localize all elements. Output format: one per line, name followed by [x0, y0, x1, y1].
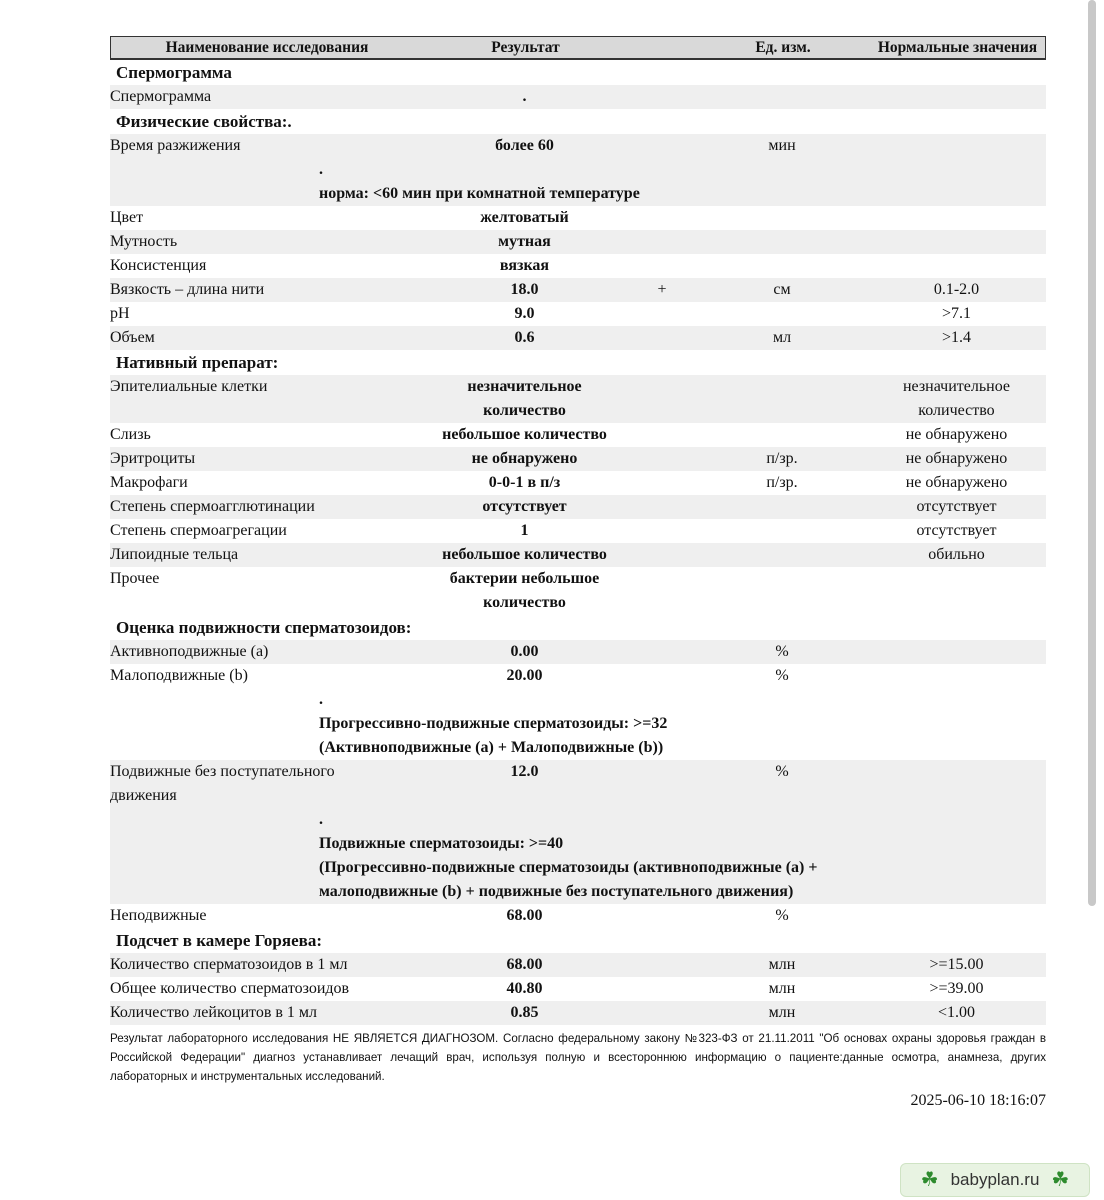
test-norm — [867, 977, 1046, 1001]
test-result — [422, 904, 627, 928]
test-result — [422, 375, 627, 423]
test-name — [110, 85, 422, 109]
test-unit: % — [775, 907, 789, 924]
result-flag — [627, 423, 697, 447]
test-result — [422, 326, 627, 350]
note-dot: . — [319, 811, 323, 828]
result-line: 12.0 — [510, 763, 539, 780]
disclaimer: Результат лабораторного исследования НЕ ЯВЛЯЕТСЯ ДИАГНОЗОМ. Согласно федеральному закону №323-ФЗ от 21.11.2011 "Об основах охраны здоровья граждан в Российской Федерации" диагноз устанавливает лечащий врач, используя полную и всестороннюю информацию о пациенте:данные осмотра, анамнеза, других лабораторных и инструментальных исследований. — [110, 1032, 1046, 1083]
test-result — [422, 760, 627, 808]
result-line: вязкая — [499, 257, 550, 274]
result-line: 20.00 — [506, 667, 543, 684]
test-name-line: Цвет — [110, 209, 144, 226]
result-line: не обнаружено — [471, 450, 578, 467]
lab-report — [110, 36, 1046, 1110]
result-line: незначительное — [467, 378, 582, 395]
test-result — [422, 230, 627, 254]
test-name — [110, 543, 422, 567]
scrollbar[interactable] — [1088, 0, 1096, 906]
test-unit: млн — [768, 980, 796, 997]
test-norm — [867, 1001, 1046, 1025]
norm-line: >=39.00 — [929, 980, 984, 997]
table-row — [110, 302, 1046, 326]
test-name-line: Консистенция — [110, 257, 207, 274]
test-norm — [867, 423, 1046, 447]
test-unit — [697, 206, 867, 230]
test-norm — [867, 567, 1046, 615]
result-line: 0-0-1 в п/з — [488, 474, 561, 491]
test-name — [110, 904, 422, 928]
test-result — [422, 567, 627, 615]
test-name-line: Мутность — [110, 233, 178, 250]
table-body — [110, 60, 1046, 1025]
norm-line: 0.1-2.0 — [933, 281, 980, 298]
test-name — [110, 447, 422, 471]
test-norm — [867, 471, 1046, 495]
test-unit: млн — [768, 1004, 796, 1021]
result-line: 40.80 — [506, 980, 543, 997]
result-flag — [627, 640, 697, 664]
norm-note — [110, 808, 1046, 904]
watermark-text: babyplan.ru — [950, 1170, 1040, 1189]
clover-icon: ☘ — [1051, 1169, 1070, 1191]
table-row — [110, 1001, 1046, 1025]
table-row — [110, 977, 1046, 1001]
table-row — [110, 134, 1046, 158]
test-norm — [867, 206, 1046, 230]
test-unit: мл — [772, 329, 792, 346]
test-norm — [867, 254, 1046, 278]
test-result — [422, 953, 627, 977]
test-result — [422, 664, 627, 688]
result-line: 0.6 — [514, 329, 535, 346]
result-line: . — [522, 88, 527, 105]
note-line: Прогрессивно-подвижные сперматозоиды: >=32 — [319, 715, 668, 732]
test-name — [110, 495, 422, 519]
clover-icon: ☘ — [920, 1169, 939, 1191]
test-name-line: Количество сперматозоидов в 1 мл — [110, 956, 348, 973]
norm-note — [110, 688, 1046, 760]
result-line: бактерии небольшое — [449, 570, 600, 587]
result-flag — [627, 495, 697, 519]
test-norm — [867, 495, 1046, 519]
norm-line: >7.1 — [941, 305, 972, 322]
norm-line: не обнаружено — [905, 474, 1008, 491]
table-row — [110, 230, 1046, 254]
test-norm — [867, 230, 1046, 254]
table-row — [110, 254, 1046, 278]
test-name-line: Слизь — [110, 426, 151, 443]
result-flag — [627, 447, 697, 471]
test-unit: % — [775, 643, 789, 660]
test-result — [422, 519, 627, 543]
norm-line: количество — [918, 402, 995, 419]
test-norm — [867, 85, 1046, 109]
test-unit — [697, 543, 867, 567]
test-norm — [867, 326, 1046, 350]
test-name-line: Малоподвижные (b) — [110, 667, 248, 684]
norm-line: обильно — [928, 546, 985, 563]
test-result — [422, 1001, 627, 1025]
test-norm — [867, 302, 1046, 326]
test-name-line: Прочее — [110, 570, 160, 587]
test-name — [110, 567, 422, 615]
table-row — [110, 495, 1046, 519]
result-line: 1 — [520, 522, 529, 539]
test-unit — [697, 495, 867, 519]
test-name-line: Подвижные без поступательного — [110, 763, 335, 780]
note-line: (Активноподвижные (a) + Малоподвижные (b)) — [319, 739, 664, 756]
table-row — [110, 326, 1046, 350]
test-result — [422, 543, 627, 567]
result-flag — [627, 375, 697, 423]
test-unit — [697, 254, 867, 278]
test-name — [110, 519, 422, 543]
test-unit — [697, 423, 867, 447]
result-line: 68.00 — [506, 907, 543, 924]
table-row — [110, 206, 1046, 230]
result-flag — [627, 567, 697, 615]
result-flag — [627, 206, 697, 230]
header-unit: Ед. изм. — [755, 38, 811, 56]
test-name-line: Вязкость – длина нити — [110, 281, 265, 298]
norm-line: отсутствует — [916, 522, 997, 539]
test-unit: см — [773, 281, 791, 298]
table-row — [110, 567, 1046, 615]
table-row — [110, 760, 1046, 808]
table-row — [110, 278, 1046, 302]
test-name — [110, 760, 422, 808]
test-unit — [697, 230, 867, 254]
test-name — [110, 230, 422, 254]
test-name-line: Спермограмма — [110, 88, 212, 105]
table-row — [110, 953, 1046, 977]
test-name-line: Активноподвижные (a) — [110, 643, 269, 660]
test-name — [110, 471, 422, 495]
table-row — [110, 423, 1046, 447]
note-line: малоподвижные (b) + подвижные без поступательного движения) — [319, 883, 794, 900]
result-flag: + — [657, 281, 667, 298]
result-flag — [627, 230, 697, 254]
test-result — [422, 278, 627, 302]
test-unit: мин — [768, 137, 796, 154]
test-norm — [867, 375, 1046, 423]
norm-line: отсутствует — [916, 498, 997, 515]
result-flag — [627, 326, 697, 350]
test-norm — [867, 278, 1046, 302]
test-name-line: Общее количество сперматозоидов — [110, 980, 350, 997]
test-name-line: Эритроциты — [110, 450, 196, 467]
table-header — [110, 36, 1046, 60]
result-line: 68.00 — [506, 956, 543, 973]
test-result — [422, 423, 627, 447]
result-line: 18.0 — [510, 281, 539, 298]
test-name-line: Степень спермоагглютинации — [110, 498, 315, 515]
test-name — [110, 953, 422, 977]
result-flag — [627, 254, 697, 278]
table-row — [110, 447, 1046, 471]
test-unit — [697, 85, 867, 109]
test-name — [110, 302, 422, 326]
result-flag — [627, 904, 697, 928]
section-title: Нативный препарат: — [116, 353, 279, 372]
test-result — [422, 495, 627, 519]
result-line: небольшое количество — [442, 426, 607, 443]
header-name: Наименование исследования — [165, 38, 369, 56]
test-result — [422, 206, 627, 230]
table-row — [110, 85, 1046, 109]
test-name — [110, 1001, 422, 1025]
note-line: норма: <60 мин при комнатной температуре — [319, 185, 640, 202]
test-result — [422, 134, 627, 158]
test-norm — [867, 519, 1046, 543]
norm-line: не обнаружено — [905, 450, 1008, 467]
test-norm — [867, 543, 1046, 567]
test-name — [110, 423, 422, 447]
result-flag — [627, 519, 697, 543]
test-result — [422, 254, 627, 278]
test-name-line: Объем — [110, 329, 155, 346]
table-row — [110, 471, 1046, 495]
test-name — [110, 254, 422, 278]
test-result — [422, 85, 627, 109]
test-name-line: Макрофаги — [110, 474, 188, 491]
test-norm — [867, 134, 1046, 158]
note-dot: . — [319, 161, 323, 178]
test-name-line: Неподвижные — [110, 907, 207, 924]
result-flag — [627, 134, 697, 158]
table-row — [110, 664, 1046, 688]
result-flag — [627, 302, 697, 326]
norm-line: незначительное — [902, 378, 1011, 395]
test-name-line: движения — [110, 787, 177, 804]
test-result — [422, 302, 627, 326]
norm-line: не обнаружено — [905, 426, 1008, 443]
result-line: 0.00 — [510, 643, 539, 660]
result-line: небольшое количество — [442, 546, 607, 563]
test-name — [110, 206, 422, 230]
test-name — [110, 134, 422, 158]
watermark-badge — [900, 1163, 1090, 1197]
test-unit — [697, 519, 867, 543]
table-row — [110, 519, 1046, 543]
result-line: 9.0 — [514, 305, 535, 322]
table-row — [110, 904, 1046, 928]
result-line: мутная — [498, 233, 551, 250]
timestamp: 2025-06-10 18:16:07 — [910, 1092, 1046, 1109]
test-unit — [697, 375, 867, 423]
norm-line: >=15.00 — [929, 956, 984, 973]
test-norm — [867, 953, 1046, 977]
test-unit: % — [775, 763, 789, 780]
test-name — [110, 278, 422, 302]
result-line: количество — [483, 402, 566, 419]
result-flag — [627, 977, 697, 1001]
result-flag — [627, 953, 697, 977]
table-row — [110, 375, 1046, 423]
section-title: Спермограмма — [116, 63, 232, 82]
test-name-line: pH — [110, 305, 130, 322]
test-name — [110, 326, 422, 350]
test-result — [422, 471, 627, 495]
test-name — [110, 977, 422, 1001]
result-flag — [627, 1001, 697, 1025]
note-line: (Прогрессивно-подвижные сперматозоиды (активноподвижные (a) + — [319, 859, 818, 876]
result-line: количество — [483, 594, 566, 611]
result-flag — [627, 471, 697, 495]
test-unit — [697, 302, 867, 326]
result-line: 0.85 — [510, 1004, 539, 1021]
test-result — [422, 640, 627, 664]
result-flag — [627, 543, 697, 567]
result-flag — [627, 85, 697, 109]
test-result — [422, 447, 627, 471]
test-name-line: Степень спермоагрегации — [110, 522, 287, 539]
section-title: Оценка подвижности сперматозоидов: — [116, 618, 412, 637]
note-dot: . — [319, 691, 323, 708]
header-norm: Нормальные значения — [877, 38, 1038, 56]
norm-note — [110, 158, 1046, 206]
section-title: Подсчет в камере Горяева: — [116, 931, 322, 950]
test-name — [110, 375, 422, 423]
result-line: желтоватый — [480, 209, 569, 226]
table-row — [110, 640, 1046, 664]
norm-line: <1.00 — [937, 1004, 976, 1021]
test-name — [110, 640, 422, 664]
norm-line: >1.4 — [941, 329, 972, 346]
test-name-line: Липоидные тельца — [110, 546, 239, 563]
test-result — [422, 977, 627, 1001]
result-flag — [627, 664, 697, 688]
test-norm — [867, 904, 1046, 928]
note-line: Подвижные сперматозоиды: >=40 — [319, 835, 564, 852]
test-norm — [867, 447, 1046, 471]
test-name — [110, 664, 422, 688]
result-line: отсутствует — [482, 498, 567, 515]
test-name-line: Время разжижения — [110, 137, 241, 154]
test-unit — [697, 567, 867, 615]
test-unit: п/зр. — [766, 450, 798, 467]
header-result: Результат — [491, 38, 560, 56]
section-title: Физические свойства:. — [116, 112, 292, 131]
test-norm — [867, 640, 1046, 664]
test-norm — [867, 664, 1046, 688]
test-unit: п/зр. — [766, 474, 798, 491]
result-flag — [627, 760, 697, 808]
test-norm — [867, 760, 1046, 808]
test-unit: млн — [768, 956, 796, 973]
result-line: более 60 — [495, 137, 554, 154]
table-row — [110, 543, 1046, 567]
test-name-line: Количество лейкоцитов в 1 мл — [110, 1004, 318, 1021]
test-name-line: Эпителиальные клетки — [110, 378, 268, 395]
test-unit: % — [775, 667, 789, 684]
